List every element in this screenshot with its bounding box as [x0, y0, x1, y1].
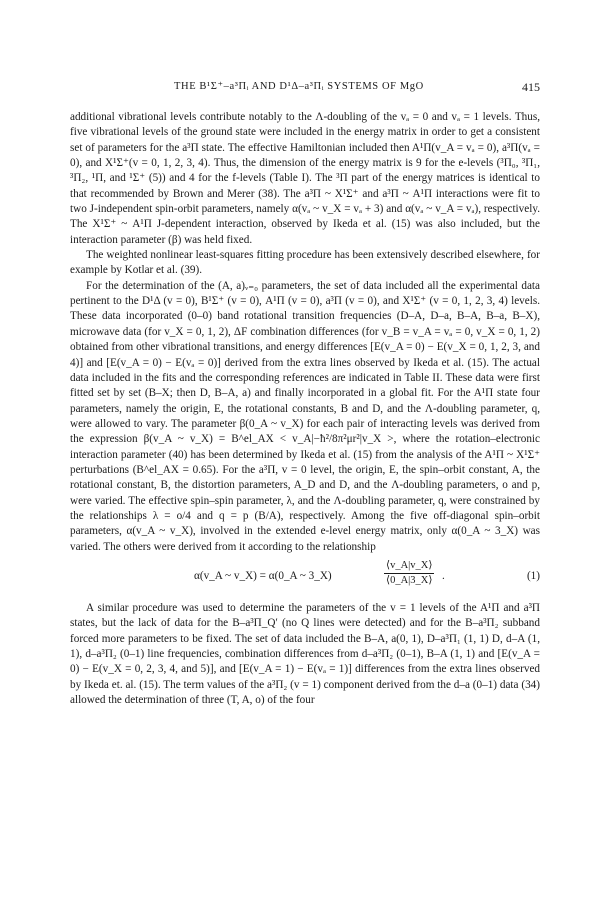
- page-number: 415: [522, 80, 540, 94]
- equation-fraction: [384, 559, 434, 588]
- equation-denominator: ⟨0_A|3_X⟩: [386, 574, 433, 586]
- equation-numerator: ⟨v_A|v_X⟩: [384, 559, 434, 574]
- running-title: THE B¹Σ⁺–a³Πᵢ AND D¹Δ–a³Πᵢ SYSTEMS OF MgO: [174, 81, 424, 92]
- body-text: [70, 110, 540, 708]
- equation-number: (1): [526, 569, 540, 582]
- paragraph-2: The weighted nonlinear least-squares fitting procedure has been extensively described elsewhere, for example by Kotlar et al. (39).: [70, 249, 540, 277]
- equation-1: [70, 559, 540, 595]
- paragraph-4: A similar procedure was used to determine the parameters of the v = 1 levels of the A¹Π and a³Π states, but the lack of data for the B–a³Π_Q′ (no Q lines were detected) and for the B–a³Π₂ subband forced more parameters to be fixed. The set of data included the B–A, a(0, 1), D–a³Π₁ (1, 1) D, d–A (1, 1), d–a³Π₂ (0–1) line frequencies, combination differences from d–a³Π₂ (0–1), B–A (1, 1) and [E(v_A = 0) − E(v_X = 0, 2, 3, 4, and 5)], and [E(v_A = 1) − E(vₐ = 1)] differences from the extra lines observed by Ikeda et. al. (15). The term values of the a³Π₂ (v = 1) component derived from the d–a (0–1) data (34) allowed the determination of three (T, A, o) of the four: [70, 601, 540, 707]
- equation-period: .: [442, 569, 445, 582]
- paragraph-3: For the determination of the (A, a)ᵥ₌₀ parameters, the set of data included all the experimental data pertinent to the D¹Δ (v = 0), B¹Σ⁺ (v = 0), A¹Π (v = 0), a³Π (v = 0), and X¹Σ⁺ (v = 0, 1, 2, 3, 4) levels. These data incorporated (0–0) band rotational transition frequencies (D–A, D–a, B–A, B–a, B–X), microwave data (for v_X = 0, 1, 2), ΔF combination differences (for v_B = v_A = vₐ = 0, v_X = 0, 1, 2) obtained from other vibrational transitions, and energy differences [E(v_A = 0) − E(v_X = 0, 1, 2, 3, and 4)] and [E(v_A = 0) − E(vₐ = 0)] derived from the extra lines observed by Ikeda et al. (15). The actual data included in the fits and the corresponding references are indicated in Table II. These data were first fitted set by set (B–X; then D, B–A, a) and finally incorporated in a global fit. For the A¹Π state four parameters, namely the origin, E, the rotational constants, B and D, and the Λ-doubling parameter, q, were allowed to vary. The parameter β(0_A ~ v_X) for each pair of interacting levels was derived from the expression β(v_A ~ v_X) = B^el_AX < v_A|−ħ²/8π²μr²|v_X >, where the rotation–electronic interaction parameter (40) has been determined by Ikeda et al. (15) from the analysis of the A¹Π ~ X¹Σ⁺ perturbations (B^el_AX = 0.65). For the a³Π, v = 0 level, the origin, E, the spin–orbit constant, A, the rotational constant, B, the distortion parameters, A_D and D, and the Λ-doubling parameters, o and p, were varied. The effective spin–spin parameter, λ, and the Λ-doubling parameter, q, were constrained by the relationships λ = o/4 and q = p (B/A), respectively. Among the five off-diagonal spin–orbit parameters, α(v_A ~ v_X), involved in the extended e-level energy matrix, only α(0_A ~ 3_X) was varied. The others were derived from it according to the relationship: [70, 279, 540, 553]
- equation-lhs: α(v_A ~ v_X) = α(0_A ~ 3_X): [194, 569, 332, 582]
- paragraph-1: additional vibrational levels contribute notably to the Λ-doubling of the vₐ = 0 and vₐ = 1 levels. Thus, five vibrational levels of the ground state were included in the energy matrix in order to get a consistent set of parameters for the a³Π state. The effective Hamiltonian included then A¹Π(v_A = vₐ = 0), a³Π(vₐ = 0), and X¹Σ⁺(v = 0, 1, 2, 3, 4). Thus, the dimension of the energy matrix is 9 for the e-levels (³Π₀, ³Π₁, ³Π₂, ¹Π, and ¹Σ⁺ (5)) and 4 for the f-levels (Table I). The ³Π part of the energy matrices is identical to that recommended by Brown and Merer (38). The a³Π ~ X¹Σ⁺ and a³Π ~ A¹Π interactions were fit to two J-independent spin-orbit parameters, namely α(vₐ ~ v_X = vₐ + 3) and α(vₐ ~ v_A = vₐ), respectively. The X¹Σ⁺ ~ A¹Π J-dependent interaction, observed by Ikeda et al. (15) was also included, but the interaction parameter (β) was held fixed.: [70, 111, 540, 246]
